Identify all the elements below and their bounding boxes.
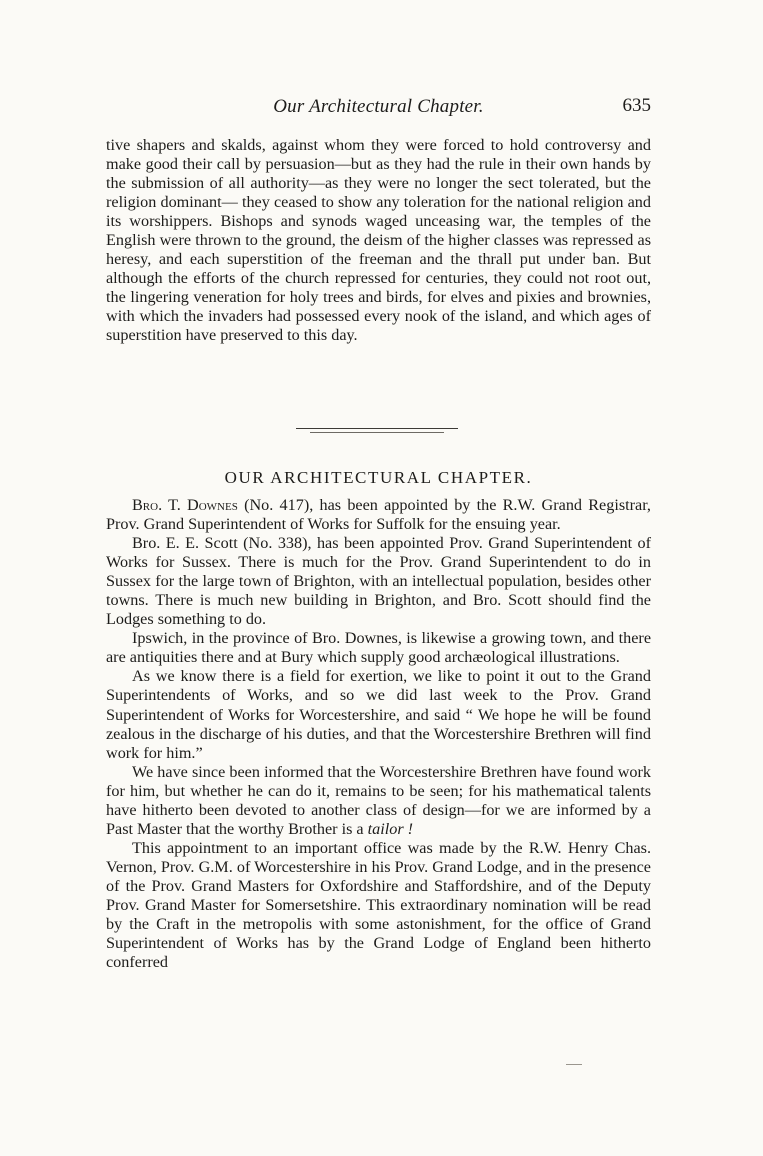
article-paragraph-5 xyxy=(106,763,651,839)
brother-name: Bro. T. Downes xyxy=(132,496,238,514)
article-paragraph-5-text: We have since been informed that the Worcestershire Brethren have found work for him, but whether he can do it, remains to be seen; for his mathematical talents have hitherto been devoted to another class of design—for we are informed by a Past Master that the worthy Brother is a xyxy=(106,762,651,838)
article-paragraph-6: This appointment to an important office was made by the R.W. Henry Chas. Vernon, Prov. G.M. of Worcestershire in his Prov. Grand Lodge, and in the presence of the Prov. Grand Masters for Oxfordshire and Staffordshire, and of the Deputy Prov. Grand Master for Somersetshire. This extraordinary nomination will be read by the Craft in the metropolis with some astonishment, for the office of Grand Superintendent of Works has by the Grand Lodge of England been hitherto conferred xyxy=(106,838,651,972)
page-number: 635 xyxy=(622,95,651,116)
intro-paragraph: tive shapers and skalds, against whom they were forced to hold controversy and make good their call by persuasion—but as they had the rule in their own hands by the submission of all authority—as they were no longer the sect tolerated, but the religion dominant— they ceased to show any toleration for the national religion and its worshippers. Bishops and synods waged unceasing war, the temples of the English were thrown to the ground, the deism of the higher classes was repressed as heresy, and each superstition of the freeman and the thrall put under ban. But although the efforts of the church repressed for centuries, they could not root out, the lingering veneration for holy trees and birds, for elves and pixies and brownies, with which the invaders had possessed every nook of the island, and which ages of superstition have preserved to this day. xyxy=(106,136,651,345)
divider-line-lower xyxy=(310,432,444,433)
running-title: Our Architectural Chapter. xyxy=(273,96,484,117)
article-body xyxy=(106,496,651,972)
print-mark xyxy=(566,1064,582,1065)
article-paragraph-3: Ipswich, in the province of Bro. Downes, is likewise a growing town, and there are antiquities there and at Bury which supply good archæological illustrations. xyxy=(106,629,651,667)
italic-emphasis: tailor ! xyxy=(367,819,414,838)
article-paragraph-1 xyxy=(106,496,651,534)
article-paragraph-1-text: (No. 417), has been appointed by the R.W. Grand Registrar, Prov. Grand Superintendent of Works for Suffolk for the ensuing year. xyxy=(106,496,651,534)
article-paragraph-4: As we know there is a field for exertion, we like to point it out to the Grand Superintendents of Works, and so we did last week to the Prov. Grand Superintendent of Works for Worcestershire, and said “ We hope he will be found zealous in the discharge of his duties, and that the Worcestershire Brethren will find work for him.” xyxy=(106,667,651,762)
section-divider xyxy=(296,428,458,434)
running-header xyxy=(106,96,651,120)
article-paragraph-2: Bro. E. E. Scott (No. 338), has been appointed Prov. Grand Superintendent of Works for Sussex. There is much for the Prov. Grand Superintendent to do in Sussex for the large town of Brighton, with an intellectual population, besides other towns. There is much new building in Brighton, and Bro. Scott should find the Lodges something to do. xyxy=(106,534,651,629)
divider-line-upper xyxy=(296,428,458,429)
section-heading: OUR ARCHITECTURAL CHAPTER. xyxy=(224,468,533,487)
intro-section xyxy=(106,136,651,346)
